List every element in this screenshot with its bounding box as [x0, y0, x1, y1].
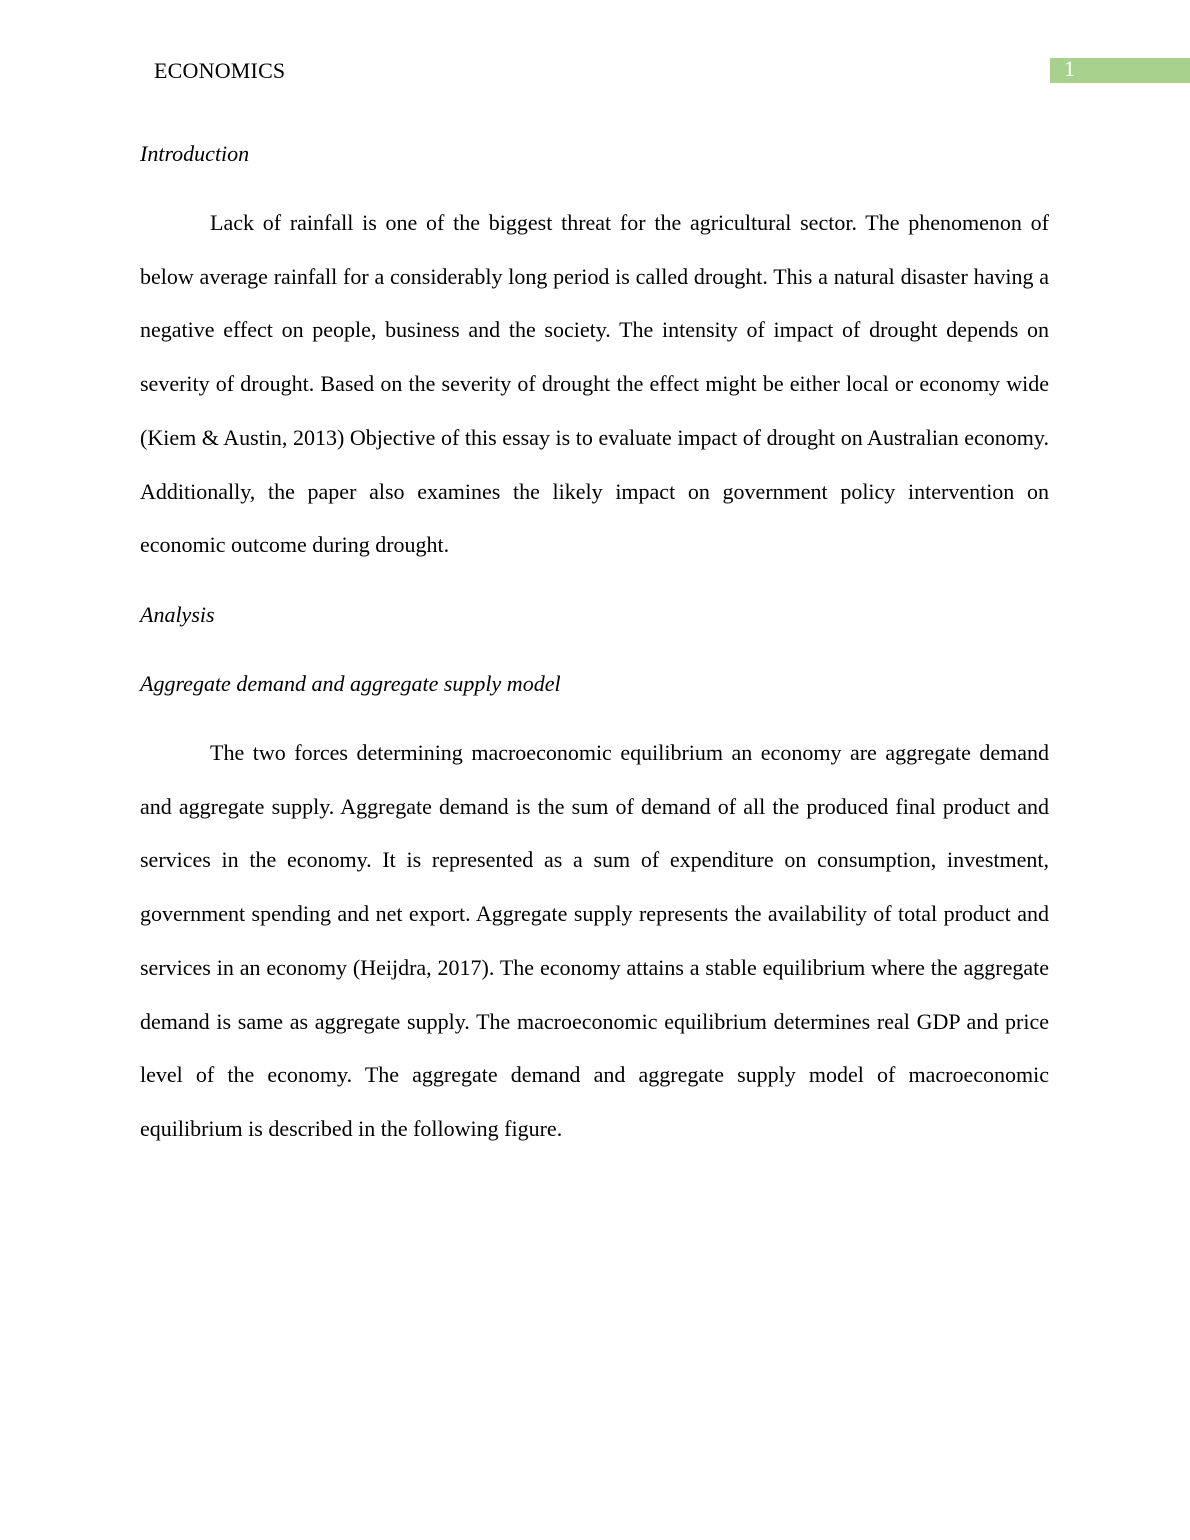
page-number: 1 [1064, 56, 1075, 81]
page-number-badge [1050, 58, 1190, 83]
introduction-heading: Introduction [140, 141, 250, 166]
ad-as-model-paragraph: The two forces determining macroeconomic equilibrium an economy are aggregate demand and aggregate supply. Aggregate demand is the sum of demand of all the produced final product and services in the economy. It is represented as a sum of expenditure on consumption, investment, government spending and net export. Aggregate supply represents the availability of total product and services in an economy (Heijdra, 2017). The economy attains a stable equilibrium where the aggregate demand is same as aggregate supply. The macroeconomic equilibrium determines real GDP and price level of the economy. The aggregate demand and aggregate supply model of macroeconomic equilibrium is described in the following figure. [140, 740, 1049, 1141]
introduction-paragraph: Lack of rainfall is one of the biggest threat for the agricultural sector. The phenomenon of below average rainfall for a considerably long period is called drought. This a natural disaster having a negative effect on people, business and the society. The intensity of impact of drought depends on severity of drought. Based on the severity of drought the effect might be either local or economy wide (Kiem & Austin, 2013) Objective of this essay is to evaluate impact of drought on Australian economy. Additionally, the paper also examines the likely impact on government policy intervention on economic outcome during drought. [140, 210, 1049, 558]
analysis-heading: Analysis [140, 602, 215, 627]
running-header-title: ECONOMICS [154, 58, 286, 83]
ad-as-model-heading: Aggregate demand and aggregate supply model [140, 671, 561, 696]
